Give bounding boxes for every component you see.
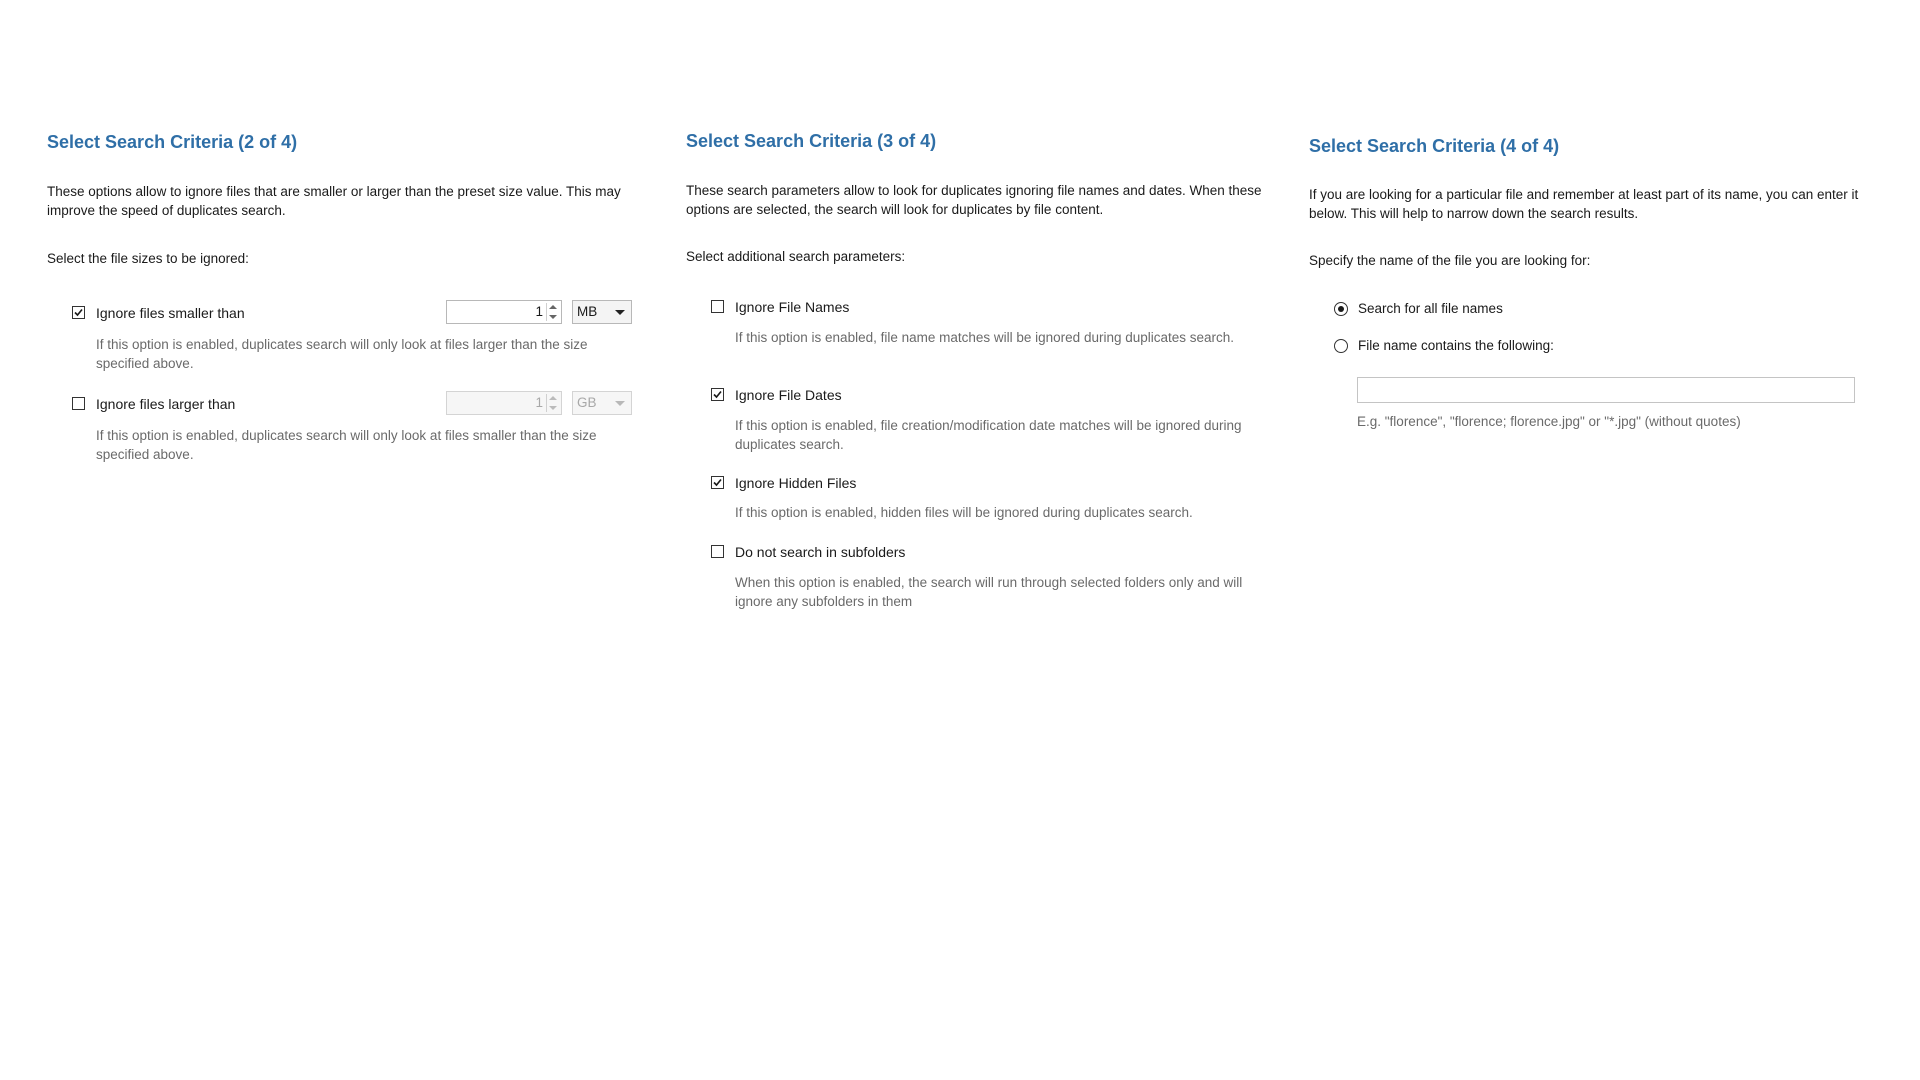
filename-pattern-input[interactable] bbox=[1357, 377, 1855, 403]
ignore-smaller-label[interactable]: Ignore files smaller than bbox=[96, 305, 245, 321]
panel-file-name bbox=[1280, 0, 1920, 500]
panel-prompt: Select the file sizes to be ignored: bbox=[47, 251, 249, 266]
panel-prompt: Select additional search parameters: bbox=[686, 249, 906, 264]
chevron-down-icon bbox=[615, 401, 625, 406]
arrow-up-icon[interactable] bbox=[549, 305, 557, 309]
panel-title: Select Search Criteria (2 of 4) bbox=[47, 132, 298, 152]
ignore-file-dates-checkbox[interactable] bbox=[711, 388, 724, 401]
ignore-larger-help: If this option is enabled, duplicates search will only look at files smaller than the size specified above. bbox=[96, 428, 597, 462]
name-contains-label[interactable]: File name contains the following: bbox=[1358, 338, 1554, 353]
no-subfolders-checkbox[interactable] bbox=[711, 545, 724, 558]
ignore-larger-checkbox[interactable] bbox=[72, 397, 85, 410]
radio-selected-dot bbox=[1338, 306, 1344, 312]
all-file-names-label[interactable]: Search for all file names bbox=[1358, 301, 1503, 316]
ignore-hidden-files-help: If this option is enabled, hidden files will be ignored during duplicates search. bbox=[735, 505, 1193, 520]
arrow-up-icon[interactable] bbox=[549, 396, 557, 400]
checkmark-icon bbox=[712, 477, 723, 488]
no-subfolders-help: When this option is enabled, the search will run through selected folders only and will ignore any subfolders in them bbox=[735, 575, 1243, 609]
min-size-spinbox[interactable] bbox=[446, 300, 562, 324]
panel-size-criteria bbox=[0, 0, 640, 500]
panel-description: If you are looking for a particular file and remember at least part of its name, you can enter it below. This will help to narrow down the search results. bbox=[1309, 187, 1859, 221]
panel-title: Select Search Criteria (3 of 4) bbox=[686, 131, 937, 151]
panel-title: Select Search Criteria (4 of 4) bbox=[1309, 136, 1560, 156]
panel-description: These options allow to ignore files that are smaller or larger than the preset size value. This may improve the speed of duplicates search. bbox=[47, 184, 621, 218]
arrow-down-icon[interactable] bbox=[549, 315, 557, 319]
max-size-value: 1 bbox=[535, 395, 543, 410]
chevron-down-icon bbox=[615, 310, 625, 315]
all-file-names-radio[interactable] bbox=[1334, 302, 1348, 316]
arrow-down-icon[interactable] bbox=[549, 406, 557, 410]
panel-description: These search parameters allow to look for duplicates ignoring file names and dates. When these options are selected, the search will look for duplicates by file content. bbox=[686, 183, 1262, 217]
panel-prompt: Specify the name of the file you are looking for: bbox=[1309, 253, 1591, 268]
spin-arrows[interactable] bbox=[546, 394, 559, 412]
checkmark-icon bbox=[712, 389, 723, 400]
filename-example-hint: E.g. "florence", "florence; florence.jpg" or "*.jpg" (without quotes) bbox=[1357, 414, 1741, 429]
min-size-value: 1 bbox=[535, 304, 543, 319]
max-size-unit-dropdown[interactable] bbox=[572, 391, 632, 415]
checkmark-icon bbox=[73, 307, 84, 318]
spin-arrows[interactable] bbox=[546, 303, 559, 321]
min-size-unit-dropdown[interactable] bbox=[572, 300, 632, 324]
ignore-file-names-label[interactable]: Ignore File Names bbox=[735, 299, 850, 315]
no-subfolders-label[interactable]: Do not search in subfolders bbox=[735, 544, 906, 560]
ignore-hidden-files-checkbox[interactable] bbox=[711, 476, 724, 489]
min-size-unit: MB bbox=[577, 304, 598, 319]
ignore-file-dates-help: If this option is enabled, file creation/modification date matches will be ignored during duplicates search. bbox=[735, 418, 1242, 452]
ignore-smaller-checkbox[interactable] bbox=[72, 306, 85, 319]
ignore-smaller-help: If this option is enabled, duplicates search will only look at files larger than the size specified above. bbox=[96, 337, 588, 371]
name-contains-radio[interactable] bbox=[1334, 339, 1348, 353]
ignore-larger-label[interactable]: Ignore files larger than bbox=[96, 396, 236, 412]
max-size-spinbox[interactable] bbox=[446, 391, 562, 415]
ignore-file-names-help: If this option is enabled, file name matches will be ignored during duplicates search. bbox=[735, 330, 1235, 345]
ignore-file-dates-label[interactable]: Ignore File Dates bbox=[735, 387, 842, 403]
max-size-unit: GB bbox=[577, 395, 597, 410]
ignore-file-names-checkbox[interactable] bbox=[711, 300, 724, 313]
ignore-hidden-files-label[interactable]: Ignore Hidden Files bbox=[735, 475, 857, 491]
panel-additional-params bbox=[640, 0, 1280, 640]
